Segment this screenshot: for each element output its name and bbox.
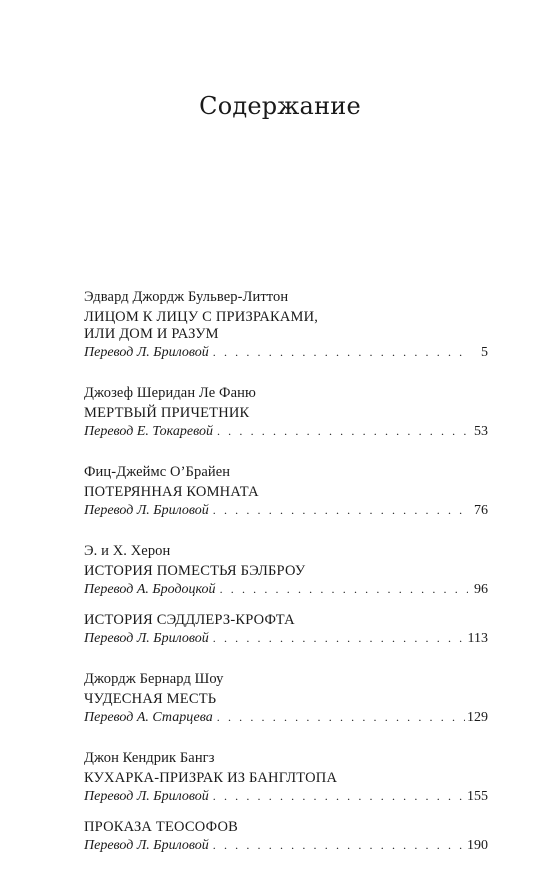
dot-leader [213,343,468,361]
translator-credit: Перевод Л. Бриловой [84,789,209,804]
dot-leader [217,422,468,440]
author-name: Эдвард Джордж Бульвер-Литтон [84,289,289,305]
page-number: 53 [474,424,488,439]
translator-line [84,501,488,520]
story-title [84,309,488,343]
translator-credit: Перевод Е. Токаревой [84,424,213,439]
author-name: Джордж Бернард Шоу [84,671,224,687]
translator-credit: Перевод А. Старцева [84,710,213,725]
dot-leader [220,580,468,598]
story-title-line: КУХАРКА-ПРИЗРАК ИЗ БАНГЛТОПА [84,770,338,786]
toc-entry[interactable] [84,484,488,520]
story-title-line: ИСТОРИЯ ПОМЕСТЬЯ БЭЛБРОУ [84,563,306,579]
toc-author-block [84,288,488,362]
dot-leader [213,629,466,647]
toc-entry[interactable] [84,309,488,362]
toc-entry[interactable] [84,405,488,441]
story-title-line: ИЛИ ДОМ И РАЗУМ [84,326,219,342]
author-name: Фиц-Джеймс О’Брайен [84,464,231,480]
toc-entry[interactable] [84,819,488,855]
story-title-line: ЛИЦОМ К ЛИЦУ С ПРИЗРАКАМИ, [84,309,319,325]
story-title-line: ИСТОРИЯ СЭДДЛЕРЗ-КРОФТА [84,612,295,628]
story-title [84,770,488,787]
toc-entry[interactable] [84,770,488,806]
toc-author-block [84,384,488,441]
toc-author-block [84,749,488,855]
story-title [84,563,488,580]
translator-line [84,422,488,441]
story-title [84,612,488,629]
translator-line [84,708,488,727]
translator-line [84,787,488,806]
translator-line [84,343,488,362]
dot-leader [213,787,465,805]
toc-entry[interactable] [84,563,488,599]
story-title-line: МЕРТВЫЙ ПРИЧЕТНИК [84,405,250,421]
translator-line [84,836,488,855]
translator-credit: Перевод Л. Бриловой [84,631,209,646]
page-number: 113 [467,631,488,646]
author-name: Э. и Х. Херон [84,543,171,559]
translator-credit: Перевод Л. Бриловой [84,345,209,360]
page-number: 5 [481,345,488,360]
table-of-contents [84,288,488,877]
translator-line [84,580,488,599]
story-title [84,484,488,501]
story-title-line: ПОТЕРЯННАЯ КОМНАТА [84,484,259,500]
dot-leader [217,708,465,726]
page-number: 155 [467,789,488,804]
toc-entry[interactable] [84,612,488,648]
author-name: Джон Кендрик Бангз [84,750,215,766]
page-number: 76 [474,503,488,518]
story-title-line: ЧУДЕСНАЯ МЕСТЬ [84,691,217,707]
toc-author-block [84,463,488,520]
toc-author-block [84,542,488,648]
toc-entry[interactable] [84,691,488,727]
page-number: 96 [474,582,488,597]
translator-credit: Перевод Л. Бриловой [84,838,209,853]
toc-author-block [84,670,488,727]
dot-leader [213,836,465,854]
dot-leader [213,501,468,519]
page-number: 190 [467,838,488,853]
story-title [84,691,488,708]
story-title [84,405,488,422]
page-title: Содержание [199,92,361,120]
translator-line [84,629,488,648]
translator-credit: Перевод А. Бродоцкой [84,582,216,597]
author-name: Джозеф Шеридан Ле Фаню [84,385,256,401]
story-title-line: ПРОКАЗА ТЕОСОФОВ [84,819,238,835]
page-number: 129 [467,710,488,725]
story-title [84,819,488,836]
translator-credit: Перевод Л. Бриловой [84,503,209,518]
